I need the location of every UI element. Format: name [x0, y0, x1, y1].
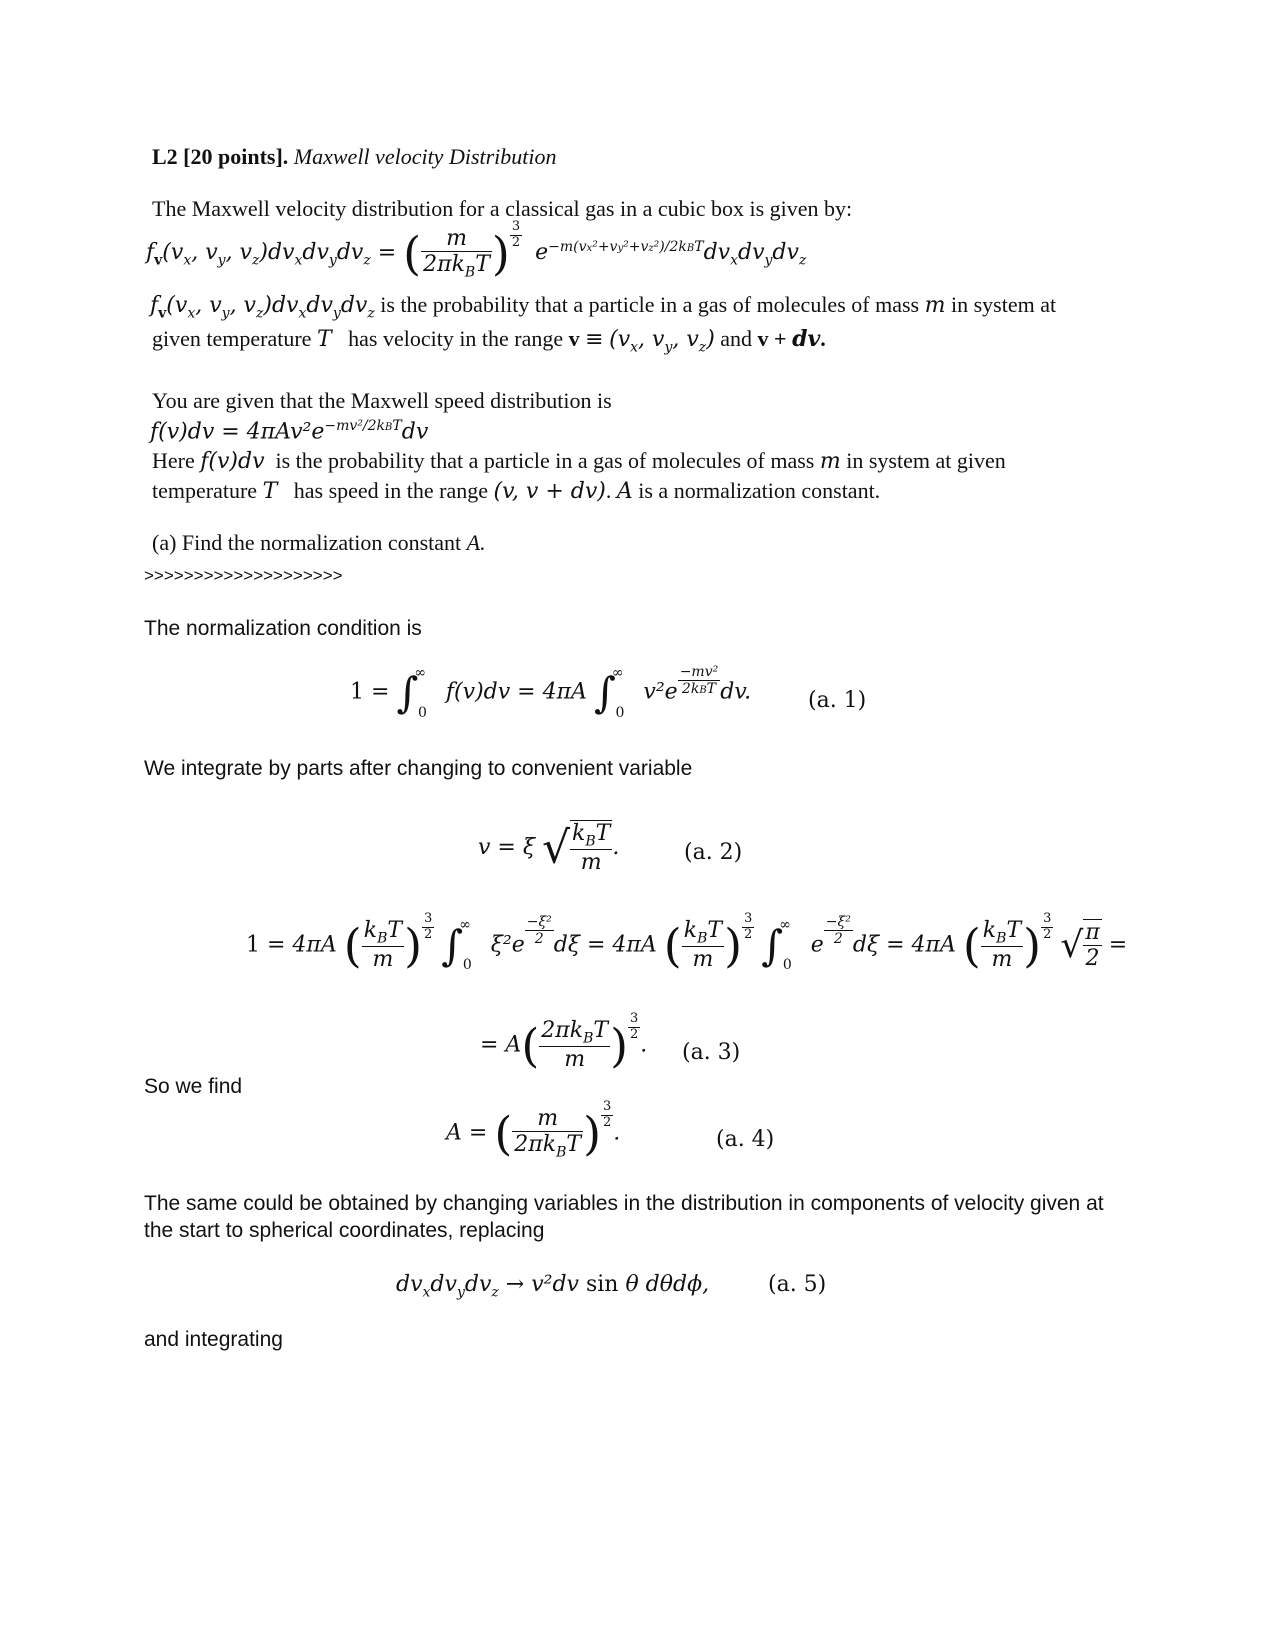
temp-line: temperature T has speed in the range (v, v + dv). A is a normalization constant. — [152, 478, 881, 504]
here-label: Here — [152, 448, 195, 473]
temp-text: temperature — [152, 478, 258, 503]
equation-a5: $dv_xdv_ydv_z \to v^2dv$ sin θ dθdϕ, — [396, 1272, 710, 1301]
speed-distribution-equation: $f(v)dv = 4\pi Av^2e^{-mv^2/2kBT}dv$ — [150, 418, 429, 445]
intro-text: The Maxwell velocity distribution for a classical gas in a cubic box is given by: — [152, 196, 853, 221]
prob-desc-line-2: given temperature T has velocity in the range $v \equiv (v_x$, $v_y$, $v_z$) and v + dv. — [152, 326, 826, 356]
same-could-text: The same could be obtained by changing variables in the distribution in components of velocity given at — [144, 1192, 1104, 1215]
equation-a4: A = ( $\frac{m}{2\pi k_BT}$ ) $\frac{3}{2}$ . — [446, 1099, 621, 1161]
speed-intro: You are given that the Maxwell speed distribution is — [152, 388, 612, 413]
temp-tail: is a normalization constant. — [638, 478, 881, 503]
here-text: is the probability that a particle in a gas of molecules of mass — [275, 448, 815, 473]
part-a — [152, 530, 486, 556]
solution-separator: >>>>>>>>>>>>>>>>>>>> — [144, 566, 343, 585]
eq-label-a3: (a. 3) — [682, 1040, 741, 1065]
equation-integration-chain: 1 = 4πA ( $\frac{k_BT}{m}$ ) $\frac{3}{2}$ $\int^\infty_0$ ξ²e $\frac{\text{−ξ²}}{2}$ dξ = 4πA ( $\frac{k_BT}{m}$ ) $\frac{3}{2}$ $\int^\infty_0$ e $\frac{\text{−ξ²}}{2}$ dξ = 4πA ( $\frac{k_BT}{m}$ ) $\frac{3}{2}$ √ $\frac{\pi}{2}$ = — [246, 911, 1128, 974]
eq-label-a1: (a. 1) — [808, 688, 867, 713]
and-integrating-text: and integrating — [144, 1328, 283, 1351]
temp-mid: has speed in the range — [293, 478, 489, 503]
eq-label-a4: (a. 4) — [716, 1127, 775, 1152]
equation-a3: = A( $\frac{2\pi k_BT}{m}$ ) $\frac{3}{2}$ . — [480, 1011, 648, 1073]
integrate-by-parts-text: We integrate by parts after changing to convenient variable — [144, 757, 693, 780]
prob-desc-2-and: and — [720, 326, 753, 351]
velocity-distribution-equation: $f_v(v_x$, $v_y$, $v_z)dv_xdv_ydv_z$ = ( $\frac{m}{2\pi k_BT}$ ) $\frac{3}{2}$ $e^{-m(vx^2+vy^2+vz^2)/2kBT}dv_xdv_ydv_z$ — [146, 219, 807, 281]
problem-header — [152, 144, 557, 170]
same-could-text-2: the start to spherical coordinates, replacing — [144, 1219, 545, 1242]
here-tail: in system at given — [846, 448, 1006, 473]
prob-desc-1: is the probability that a particle in a gas of molecules of mass — [380, 292, 920, 317]
problem-label: L2 [20 points]. — [152, 144, 289, 169]
eq-label-a2: (a. 2) — [684, 840, 743, 865]
norm-condition-text: The normalization condition is — [144, 617, 422, 640]
here-line: Here f(v)dv is the probability that a particle in a gas of molecules of mass m in system at given — [152, 448, 1006, 474]
prob-desc-1-tail: in system at — [950, 292, 1057, 317]
part-a-var: A. — [466, 530, 486, 555]
prob-desc-line-1: $f_v(v_x$, $v_y$, $v_z)dv_xdv_ydv_z$ is the probability that a particle in a gas of molecules of mass m in system at — [150, 292, 1057, 322]
prob-desc-2-mid: has velocity in the range — [348, 326, 564, 351]
prob-desc-2: given temperature — [152, 326, 312, 351]
problem-title: Maxwell velocity Distribution — [293, 144, 557, 169]
equation-a2: v = ξ √ $\frac{k_BT}{m}$ . — [478, 821, 620, 876]
equation-a1: $1 = \int^\infty_0$ f(v)dv = 4πA $\int^\infty_0$ v²e $\frac{\text{−mv²}}{\text{2kBT}}$ dv. — [350, 664, 752, 721]
part-a-text: (a) Find the normalization constant — [152, 530, 462, 555]
so-we-find-text: So we find — [144, 1075, 243, 1098]
eq-label-a5: (a. 5) — [768, 1272, 827, 1297]
